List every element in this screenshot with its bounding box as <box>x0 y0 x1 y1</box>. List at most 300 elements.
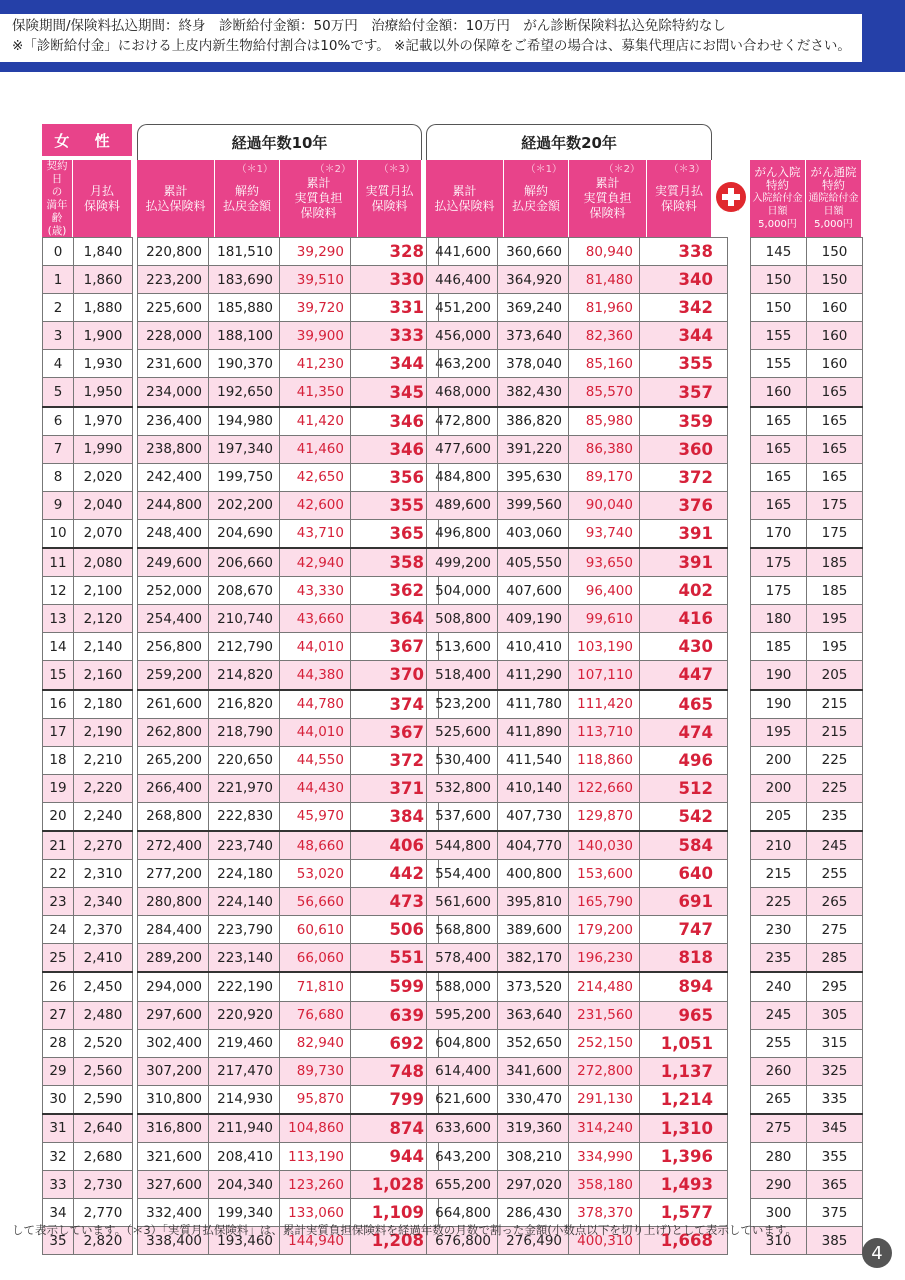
table-row <box>43 463 133 491</box>
table-row <box>427 1057 728 1085</box>
cum-paid-cell: 446,400 <box>427 266 498 294</box>
cum-paid-cell: 508,800 <box>427 605 498 633</box>
age-cell: 16 <box>43 690 74 719</box>
table-row <box>751 774 863 802</box>
hdr-text: 実質月払 <box>654 183 703 198</box>
surrender-cell: 206,660 <box>209 548 280 577</box>
surrender-cell: 224,140 <box>209 888 280 916</box>
monthly-premium-cell: 2,340 <box>74 888 133 916</box>
surrender-cell: 220,920 <box>209 1001 280 1029</box>
table-row <box>751 802 863 831</box>
table-row <box>427 294 728 322</box>
eff-monthly-cell: 342 <box>640 294 728 322</box>
surrender-cell: 190,370 <box>209 350 280 378</box>
monthly-premium-cell: 2,640 <box>74 1114 133 1143</box>
outpatient-benefit-cell: 165 <box>807 435 863 463</box>
table-row <box>427 491 728 519</box>
cum-paid-cell: 621,600 <box>427 1085 498 1114</box>
table-row <box>427 944 728 973</box>
net-cost-cell: 86,380 <box>569 435 640 463</box>
hospital-benefit-cell: 200 <box>751 774 807 802</box>
hospital-benefit-cell: 165 <box>751 435 807 463</box>
opt-hospital-header <box>750 160 806 237</box>
net-cost-cell: 123,260 <box>280 1171 351 1199</box>
table-row <box>427 802 728 831</box>
net-cost-cell: 39,510 <box>280 266 351 294</box>
net-cost-cell: 179,200 <box>569 916 640 944</box>
surrender-cell: 211,940 <box>209 1114 280 1143</box>
table-row <box>138 1085 439 1114</box>
hospital-benefit-cell: 165 <box>751 407 807 436</box>
table-row <box>427 238 728 266</box>
table-row <box>138 802 439 831</box>
surrender-cell: 389,600 <box>498 916 569 944</box>
net-cost-cell: 41,350 <box>280 378 351 407</box>
eff-monthly-cell: 356 <box>351 463 439 491</box>
table-row <box>427 548 728 577</box>
cum-paid-cell: 248,400 <box>138 519 209 548</box>
hdr-text: 累計 <box>163 183 188 198</box>
hdr-text: 実質負担 <box>294 191 343 205</box>
table-row <box>427 661 728 690</box>
eff-monthly-cell: 965 <box>640 1001 728 1029</box>
cum-paid-cell: 244,800 <box>138 491 209 519</box>
eff-monthly-cell: 346 <box>351 435 439 463</box>
table-row <box>138 718 439 746</box>
table-row <box>43 1085 133 1114</box>
hospital-benefit-cell: 190 <box>751 661 807 690</box>
p20-cum-paid-header <box>426 160 504 237</box>
table-row <box>43 378 133 407</box>
outpatient-benefit-cell: 265 <box>807 888 863 916</box>
hdr-text: 払込保険料 <box>434 198 495 213</box>
net-cost-cell: 214,480 <box>569 972 640 1001</box>
net-cost-cell: 85,570 <box>569 378 640 407</box>
net-cost-cell: 43,710 <box>280 519 351 548</box>
eff-monthly-cell: 360 <box>640 435 728 463</box>
table-row <box>43 1171 133 1199</box>
cum-paid-cell: 676,800 <box>427 1227 498 1255</box>
eff-monthly-cell: 344 <box>351 350 439 378</box>
hdr-text: 解約 <box>523 183 548 198</box>
eff-monthly-cell: 338 <box>640 238 728 266</box>
eff-monthly-cell: 406 <box>351 831 439 860</box>
net-cost-cell: 44,550 <box>280 746 351 774</box>
eff-monthly-cell: 364 <box>351 605 439 633</box>
table-row <box>43 407 133 436</box>
table-row <box>427 1171 728 1199</box>
hdr-text: 保険料 <box>300 206 337 220</box>
asterisk-note: （＊2） <box>314 164 351 175</box>
eff-monthly-cell: 344 <box>640 322 728 350</box>
hospital-benefit-cell: 180 <box>751 605 807 633</box>
table-row <box>138 1143 439 1171</box>
age-cell: 24 <box>43 916 74 944</box>
monthly-premium-cell: 1,880 <box>74 294 133 322</box>
table-row <box>138 888 439 916</box>
eff-monthly-cell: 328 <box>351 238 439 266</box>
eff-monthly-cell: 357 <box>640 378 728 407</box>
net-cost-cell: 96,400 <box>569 577 640 605</box>
cum-paid-cell: 266,400 <box>138 774 209 802</box>
table-row <box>43 633 133 661</box>
cum-paid-cell: 284,400 <box>138 916 209 944</box>
gender-tab: 女 性 <box>42 124 132 156</box>
table-row <box>43 435 133 463</box>
hdr-text: 実質月払 <box>365 183 414 198</box>
p20-eff-monthly-header <box>647 160 712 237</box>
table-row <box>427 916 728 944</box>
outpatient-benefit-cell: 215 <box>807 690 863 719</box>
table-row <box>138 916 439 944</box>
table-row <box>427 266 728 294</box>
hdr-text: がん通院 <box>810 165 857 179</box>
monthly-premium-cell: 2,560 <box>74 1057 133 1085</box>
conditions-note <box>0 14 862 62</box>
net-cost-cell: 81,480 <box>569 266 640 294</box>
age-cell: 19 <box>43 774 74 802</box>
cum-paid-cell: 338,400 <box>138 1227 209 1255</box>
age-cell: 13 <box>43 605 74 633</box>
eff-monthly-cell: 1,310 <box>640 1114 728 1143</box>
monthly-premium-cell: 1,900 <box>74 322 133 350</box>
surrender-cell: 395,630 <box>498 463 569 491</box>
cum-paid-cell: 451,200 <box>427 294 498 322</box>
eff-monthly-cell: 384 <box>351 802 439 831</box>
age-cell: 35 <box>43 1227 74 1255</box>
table-row <box>751 661 863 690</box>
net-cost-cell: 53,020 <box>280 860 351 888</box>
outpatient-benefit-cell: 255 <box>807 860 863 888</box>
table-row <box>751 690 863 719</box>
net-cost-cell: 44,010 <box>280 718 351 746</box>
net-cost-cell: 48,660 <box>280 831 351 860</box>
net-cost-cell: 103,190 <box>569 633 640 661</box>
surrender-cell: 410,410 <box>498 633 569 661</box>
outpatient-benefit-cell: 375 <box>807 1199 863 1227</box>
cum-paid-cell: 310,800 <box>138 1085 209 1114</box>
plus-label: プラス <box>722 206 740 213</box>
table-row <box>43 1057 133 1085</box>
plus-badge-icon <box>716 182 746 212</box>
surrender-cell: 369,240 <box>498 294 569 322</box>
monthly-premium-cell: 2,270 <box>74 831 133 860</box>
age-cell: 8 <box>43 463 74 491</box>
hdr-text: がん入院 <box>754 165 801 179</box>
net-cost-cell: 82,360 <box>569 322 640 350</box>
outpatient-benefit-cell: 365 <box>807 1171 863 1199</box>
cum-paid-cell: 327,600 <box>138 1171 209 1199</box>
eff-monthly-cell: 1,493 <box>640 1171 728 1199</box>
table-row <box>427 463 728 491</box>
hospital-benefit-cell: 205 <box>751 802 807 831</box>
surrender-cell: 410,140 <box>498 774 569 802</box>
net-cost-cell: 93,740 <box>569 519 640 548</box>
age-cell: 21 <box>43 831 74 860</box>
net-cost-cell: 41,230 <box>280 350 351 378</box>
table-row <box>751 491 863 519</box>
hospital-benefit-cell: 280 <box>751 1143 807 1171</box>
net-cost-cell: 71,810 <box>280 972 351 1001</box>
age-cell: 5 <box>43 378 74 407</box>
cum-paid-cell: 468,000 <box>427 378 498 407</box>
table-row <box>138 435 439 463</box>
table-row <box>43 350 133 378</box>
table-row <box>138 548 439 577</box>
table-row <box>751 322 863 350</box>
monthly-premium-cell: 2,450 <box>74 972 133 1001</box>
hospital-benefit-cell: 260 <box>751 1057 807 1085</box>
hospital-benefit-cell: 255 <box>751 1029 807 1057</box>
eff-monthly-cell: 474 <box>640 718 728 746</box>
age-cell: 10 <box>43 519 74 548</box>
surrender-cell: 208,410 <box>209 1143 280 1171</box>
table-row <box>751 888 863 916</box>
table-row <box>43 1114 133 1143</box>
age-cell: 30 <box>43 1085 74 1114</box>
eff-monthly-cell: 346 <box>351 407 439 436</box>
surrender-cell: 199,340 <box>209 1199 280 1227</box>
table-row <box>751 972 863 1001</box>
table-row <box>138 661 439 690</box>
hospital-benefit-cell: 290 <box>751 1171 807 1199</box>
asterisk-note: （＊1） <box>525 164 562 175</box>
surrender-cell: 382,430 <box>498 378 569 407</box>
table-row <box>138 746 439 774</box>
cum-paid-cell: 504,000 <box>427 577 498 605</box>
eff-monthly-cell: 473 <box>351 888 439 916</box>
net-cost-cell: 231,560 <box>569 1001 640 1029</box>
table-row <box>43 1029 133 1057</box>
net-cost-cell: 56,660 <box>280 888 351 916</box>
surrender-cell: 308,210 <box>498 1143 569 1171</box>
eff-monthly-cell: 367 <box>351 633 439 661</box>
hdr-text: 5,000円 <box>814 219 853 230</box>
table-row <box>43 548 133 577</box>
eff-monthly-cell: 365 <box>351 519 439 548</box>
surrender-cell: 407,600 <box>498 577 569 605</box>
outpatient-benefit-cell: 160 <box>807 350 863 378</box>
hospital-benefit-cell: 245 <box>751 1001 807 1029</box>
cum-paid-cell: 496,800 <box>427 519 498 548</box>
eff-monthly-cell: 330 <box>351 266 439 294</box>
age-hdr-l3: 満年齢 <box>46 198 68 224</box>
surrender-cell: 405,550 <box>498 548 569 577</box>
eff-monthly-cell: 1,208 <box>351 1227 439 1255</box>
table-row <box>138 519 439 548</box>
hdr-text: 保険料 <box>589 206 626 220</box>
eff-monthly-cell: 447 <box>640 661 728 690</box>
surrender-cell: 188,100 <box>209 322 280 350</box>
outpatient-benefit-cell: 165 <box>807 463 863 491</box>
net-cost-cell: 76,680 <box>280 1001 351 1029</box>
table-row <box>751 860 863 888</box>
cum-paid-cell: 225,600 <box>138 294 209 322</box>
hospital-benefit-cell: 275 <box>751 1114 807 1143</box>
surrender-cell: 214,930 <box>209 1085 280 1114</box>
table-row <box>138 1171 439 1199</box>
net-cost-cell: 41,460 <box>280 435 351 463</box>
net-cost-cell: 60,610 <box>280 916 351 944</box>
cum-paid-cell: 523,200 <box>427 690 498 719</box>
cum-paid-cell: 561,600 <box>427 888 498 916</box>
net-cost-cell: 153,600 <box>569 860 640 888</box>
net-cost-cell: 41,420 <box>280 407 351 436</box>
monthly-premium-cell: 2,590 <box>74 1085 133 1114</box>
monthly-col-header <box>73 160 132 237</box>
surrender-cell: 210,740 <box>209 605 280 633</box>
eff-monthly-cell: 402 <box>640 577 728 605</box>
table-row <box>138 1057 439 1085</box>
cum-paid-cell: 223,200 <box>138 266 209 294</box>
cum-paid-cell: 525,600 <box>427 718 498 746</box>
cum-paid-cell: 231,600 <box>138 350 209 378</box>
cum-paid-cell: 242,400 <box>138 463 209 491</box>
net-cost-cell: 42,650 <box>280 463 351 491</box>
table-row <box>427 577 728 605</box>
surrender-cell: 183,690 <box>209 266 280 294</box>
hdr-text: 特約 <box>766 178 789 192</box>
age-cell: 26 <box>43 972 74 1001</box>
surrender-cell: 221,970 <box>209 774 280 802</box>
hospital-benefit-cell: 235 <box>751 944 807 973</box>
asterisk-note: （＊1） <box>236 164 273 175</box>
hospital-benefit-cell: 230 <box>751 916 807 944</box>
table-row <box>138 831 439 860</box>
surrender-cell: 224,180 <box>209 860 280 888</box>
hdr-text: 累計 <box>306 176 331 190</box>
hospital-benefit-cell: 190 <box>751 690 807 719</box>
monthly-premium-cell: 2,520 <box>74 1029 133 1057</box>
surrender-cell: 407,730 <box>498 802 569 831</box>
eff-monthly-cell: 416 <box>640 605 728 633</box>
net-cost-cell: 129,870 <box>569 802 640 831</box>
cum-paid-cell: 578,400 <box>427 944 498 973</box>
cum-paid-cell: 332,400 <box>138 1199 209 1227</box>
hospital-benefit-cell: 175 <box>751 548 807 577</box>
cum-paid-cell: 321,600 <box>138 1143 209 1171</box>
table-row <box>751 1085 863 1114</box>
age-premium-table <box>42 237 133 1255</box>
cum-paid-cell: 664,800 <box>427 1199 498 1227</box>
table-row <box>751 294 863 322</box>
net-cost-cell: 43,660 <box>280 605 351 633</box>
cum-paid-cell: 554,400 <box>427 860 498 888</box>
eff-monthly-cell: 1,577 <box>640 1199 728 1227</box>
hospital-benefit-cell: 170 <box>751 519 807 548</box>
table-row <box>138 774 439 802</box>
net-cost-cell: 104,860 <box>280 1114 351 1143</box>
eff-monthly-cell: 359 <box>640 407 728 436</box>
hospital-benefit-cell: 155 <box>751 350 807 378</box>
table-row <box>427 435 728 463</box>
table-row <box>138 860 439 888</box>
net-cost-cell: 89,170 <box>569 463 640 491</box>
eff-monthly-cell: 331 <box>351 294 439 322</box>
cum-paid-cell: 518,400 <box>427 661 498 690</box>
eff-monthly-cell: 640 <box>640 860 728 888</box>
eff-monthly-cell: 584 <box>640 831 728 860</box>
hdr-text: 保険料 <box>660 198 697 213</box>
table-row <box>138 972 439 1001</box>
table-row <box>751 633 863 661</box>
net-cost-cell: 85,160 <box>569 350 640 378</box>
net-cost-cell: 42,600 <box>280 491 351 519</box>
hdr-text: 保険料 <box>371 198 408 213</box>
age-cell: 1 <box>43 266 74 294</box>
age-hdr-l2: の <box>51 185 63 198</box>
age-cell: 4 <box>43 350 74 378</box>
age-cell: 7 <box>43 435 74 463</box>
cum-paid-cell: 655,200 <box>427 1171 498 1199</box>
eff-monthly-cell: 747 <box>640 916 728 944</box>
net-cost-cell: 95,870 <box>280 1085 351 1114</box>
outpatient-benefit-cell: 335 <box>807 1085 863 1114</box>
table-row <box>427 1085 728 1114</box>
table-row <box>43 1143 133 1171</box>
table-row <box>427 1029 728 1057</box>
table-row <box>427 860 728 888</box>
surrender-cell: 382,170 <box>498 944 569 973</box>
outpatient-benefit-cell: 295 <box>807 972 863 1001</box>
age-cell: 25 <box>43 944 74 973</box>
cum-paid-cell: 456,000 <box>427 322 498 350</box>
surrender-cell: 202,200 <box>209 491 280 519</box>
age-cell: 29 <box>43 1057 74 1085</box>
table-row <box>43 774 133 802</box>
p20-net-cost-header <box>569 160 647 237</box>
surrender-cell: 208,670 <box>209 577 280 605</box>
table-row <box>138 1029 439 1057</box>
cum-paid-cell: 595,200 <box>427 1001 498 1029</box>
table-row <box>751 605 863 633</box>
cum-paid-cell: 588,000 <box>427 972 498 1001</box>
hdr-text: 通院給付金 <box>808 193 859 204</box>
eff-monthly-cell: 506 <box>351 916 439 944</box>
table-row <box>751 1143 863 1171</box>
table-row <box>43 491 133 519</box>
surrender-cell: 219,460 <box>209 1029 280 1057</box>
net-cost-cell: 358,180 <box>569 1171 640 1199</box>
table-row <box>427 322 728 350</box>
table-row <box>43 831 133 860</box>
net-cost-cell: 85,980 <box>569 407 640 436</box>
table-row <box>751 519 863 548</box>
surrender-cell: 197,340 <box>209 435 280 463</box>
surrender-cell: 223,790 <box>209 916 280 944</box>
table-row <box>43 577 133 605</box>
table-row <box>427 746 728 774</box>
table-row <box>427 1114 728 1143</box>
table-row <box>751 266 863 294</box>
eff-monthly-cell: 362 <box>351 577 439 605</box>
table-row <box>751 1171 863 1199</box>
cum-paid-cell: 477,600 <box>427 435 498 463</box>
eff-monthly-cell: 944 <box>351 1143 439 1171</box>
monthly-premium-cell: 2,120 <box>74 605 133 633</box>
hdr-text: 払戻金額 <box>511 198 560 213</box>
net-cost-cell: 378,370 <box>569 1199 640 1227</box>
eff-monthly-cell: 599 <box>351 972 439 1001</box>
table-row <box>138 1001 439 1029</box>
outpatient-benefit-cell: 150 <box>807 266 863 294</box>
table-row <box>427 519 728 548</box>
cum-paid-cell: 234,000 <box>138 378 209 407</box>
cum-paid-cell: 272,400 <box>138 831 209 860</box>
table-row <box>43 690 133 719</box>
eff-monthly-cell: 1,214 <box>640 1085 728 1114</box>
cum-paid-cell: 228,000 <box>138 322 209 350</box>
